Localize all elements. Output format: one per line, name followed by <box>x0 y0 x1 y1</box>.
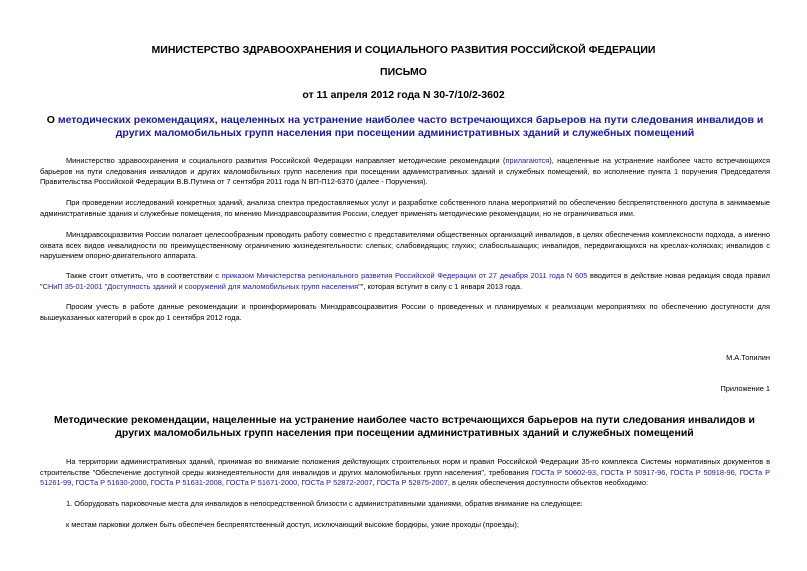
document-date-number: от 11 апреля 2012 года N 30-7/10/2-3602 <box>302 89 505 101</box>
paragraph-cooperation: Минздравсоцразвития России полагает целесообразным проводить работу совместно с представителями общественных организаций инвалидов, в целях обеспечения комплексности подхода, а именно охвата всех видов инвалидности по преимущественному ограничению жизнедеятельности: слепых; слабовидящих; глухих; слабослышащих; инвалидов, передвигающихся на креслах-колясках; инвалидов с нарушением опорно-двигательного аппарата. <box>40 230 770 261</box>
link-separator: , <box>71 478 76 488</box>
subject-prefix: О <box>46 114 58 126</box>
paragraph-intro <box>40 156 770 188</box>
paragraph-text: ", которая вступит в силу с 1 января 2013 года. <box>360 281 523 291</box>
gost-link[interactable]: ГОСТа Р 50917-96 <box>600 467 666 477</box>
gost-link[interactable]: ГОСТа Р 51630-2000 <box>75 478 147 488</box>
paragraph-text: Также стоит отметить, что в соответствии с <box>66 271 222 280</box>
link-separator: , <box>372 478 377 488</box>
paragraph-territory <box>40 457 770 489</box>
appendix-label: Приложение 1 <box>720 384 770 393</box>
document-subject <box>40 114 770 140</box>
link-separator: , <box>734 467 740 477</box>
ministry-heading: МИНИСТЕРСТВО ЗДРАВООХРАНЕНИЯ И СОЦИАЛЬНОГО РАЗВИТИЯ РОССИЙСКОЙ ФЕДЕРАЦИИ <box>151 44 656 56</box>
subject-text: методических рекомендациях, нацеленных на устранение наиболее часто встречающихся барьеров на пути следования инвалидов и других маломобильных групп населения при посещении административных зданий и служебных помещений <box>57 114 764 139</box>
paragraph-parking: 1. Оборудовать парковочные места для инвалидов в непосредственной близости с административными зданиями, обратив внимание на следующее: <box>66 499 583 508</box>
link-separator: , <box>221 478 226 488</box>
attachments-link[interactable]: прилагаются <box>505 156 550 165</box>
gost-link[interactable]: ГОСТа Р 51261-99 <box>40 467 771 488</box>
gost-link[interactable]: ГОСТа Р 52875-2007 <box>376 478 448 488</box>
paragraph-research: При проведении исследований конкретных зданий, анализа спектра предоставляемых услуг и разработке собственного плана мероприятий по обеспечению беспрепятственного доступа в занимаемые административные здания и служебные помещения, по мнению Минздравсоцразвития России, следует применять методические рекомендации, но не ограничиваться ими. <box>40 198 770 218</box>
link-separator: , <box>146 478 151 488</box>
link-separator: , <box>596 467 601 477</box>
link-separator: , <box>297 478 302 488</box>
link-separator: , <box>665 467 671 477</box>
paragraph-text: На территории административных зданий, принимая во внимание положения действующих строительных норм и правил Российской Федерации 35-го комплекса Системы нормативных документов в строительстве "Обеспечение доступной среды жизнедеятельности для инвалидов и других маломобильных групп населения", требования <box>40 457 770 477</box>
paragraph-request: Просим учесть в работе данные рекомендации и проинформировать Минздравсоцразвития России о проведенных и планируемых к реализации мероприятиях по обеспечению доступности для вышеуказанных категорий в срок до 1 сентября 2012 года. <box>40 302 770 322</box>
recommendations-title: Методические рекомендации, нацеленные на устранение наиболее часто встречающихся барьеров на пути следования инвалидов и других маломобильных групп населения при посещении административных зданий и служебных помещений <box>54 414 755 439</box>
paragraph-text: Министерство здравоохранения и социального развития Российской Федерации направляет методические рекомендации ( <box>66 156 506 165</box>
gost-link[interactable]: ГОСТа Р 52872-2007 <box>301 478 373 488</box>
paragraph-text: вводится в действие новая редакция свода правил " <box>40 271 770 291</box>
document-type-heading: ПИСЬМО <box>380 66 427 78</box>
order-605-link[interactable]: приказом Министерства регионального развития Российской Федерации от 27 декабря 2011 года N 605 <box>221 271 588 280</box>
signature: М.А.Топилин <box>726 353 770 362</box>
snip-link[interactable]: СНиП 35-01-2001 "Доступность зданий и сооружений для маломобильных групп населения" <box>42 281 361 291</box>
paragraph-text: , в целях обеспечения доступности объектов необходимо: <box>447 478 649 488</box>
paragraph-text: ), нацеленные на устранение наиболее часто встречающихся барьеров на пути следования инвалидов и других маломобильных групп населения при посещении административных зданий и служебных помещений, во исполнение пункта 1 поручения Председателя Правительства Российской Федерации В.В.Путина от 7 сентября 2011 года N ВП-П12-6370 (далее - Поручения). <box>40 156 770 187</box>
gost-link[interactable]: ГОСТа Р 51671-2000 <box>226 478 298 488</box>
gost-link[interactable]: ГОСТа Р 50918-96 <box>670 467 735 477</box>
paragraph-parking-access: к местам парковки должен быть обеспечен беспрепятственный доступ, исключающий высокие бордюры, узкие проходы (проезды); <box>66 520 519 529</box>
paragraph-snip <box>40 271 770 292</box>
gost-link[interactable]: ГОСТа Р 51631-2008 <box>150 478 222 488</box>
gost-link[interactable]: ГОСТа Р 50602-93 <box>531 467 597 477</box>
